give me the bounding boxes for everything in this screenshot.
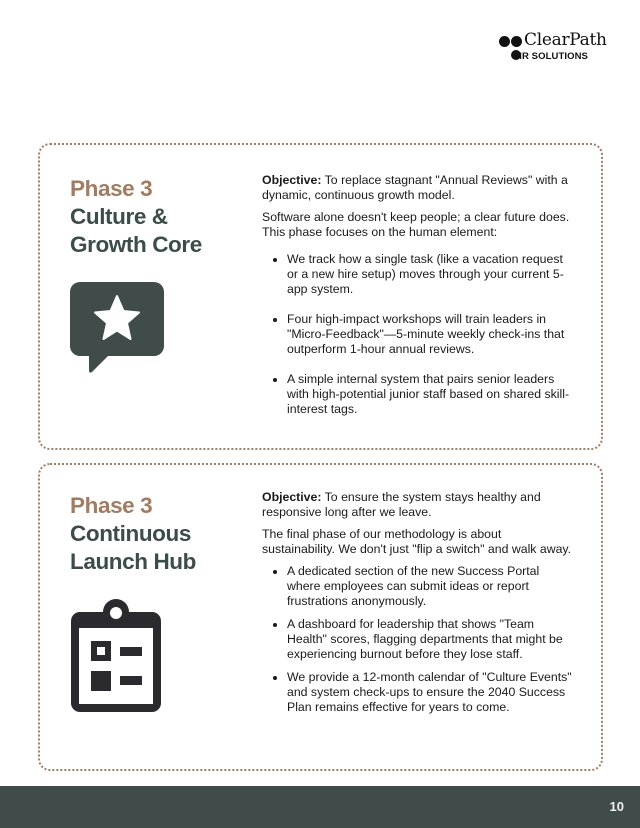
- objective-paragraph: [262, 173, 572, 203]
- list-item: A dashboard for leadership that shows "Team Health" scores, flagging departments that might be experiencing burnout before they lose staff.: [287, 617, 572, 662]
- intro-paragraph: The final phase of our methodology is about sustainability. We don't just "flip a switch" and walk away.: [262, 527, 572, 556]
- objective-paragraph: [262, 490, 572, 520]
- section-body: [262, 173, 572, 432]
- section-body: [262, 490, 572, 723]
- list-item: A simple internal system that pairs senior leaders with high-potential junior staff based on shared skill-interest tags.: [287, 372, 572, 417]
- section-title-line2: Growth Core: [70, 232, 202, 257]
- objective-text: To ensure the system stays healthy and responsive long after we leave.: [262, 490, 541, 519]
- list-item: We track how a single task (like a vacation request or a new hire setup) moves through your current 5-app system.: [287, 252, 572, 297]
- phase-card-continuous-launch: [38, 463, 603, 771]
- logo-subtitle: HR SOLUTIONS: [515, 51, 588, 62]
- list-item: Four high-impact workshops will train leaders in "Micro-Feedback"—5-minute weekly check-ins that outperform 1-hour annual reviews.: [287, 312, 572, 357]
- section-heading: [70, 492, 196, 576]
- phase-label: Phase 3: [70, 493, 153, 518]
- logo-dot-icon: [499, 36, 510, 47]
- intro-paragraph: Software alone doesn't keep people; a clear future does. This phase focuses on the human element:: [262, 210, 570, 239]
- logo-brand-name: ClearPath: [524, 30, 607, 50]
- page-number: 10: [609, 799, 624, 814]
- section-title-line2: Launch Hub: [70, 549, 196, 574]
- objective-label: Objective:: [262, 173, 322, 187]
- logo-dot-icon: [511, 36, 522, 47]
- section-title-line1: Culture &: [70, 204, 168, 229]
- company-logo: [499, 30, 609, 65]
- phase-label: Phase 3: [70, 176, 153, 201]
- clipboard-checklist-icon: [69, 599, 163, 715]
- objective-label: Objective:: [262, 490, 322, 504]
- section-title-line1: Continuous: [70, 521, 191, 546]
- objective-text: To replace stagnant "Annual Reviews" with a dynamic, continuous growth model.: [262, 173, 568, 202]
- bullet-list: [262, 564, 572, 715]
- list-item: We provide a 12-month calendar of "Culture Events" and system check-ups to ensure the 2040 Success Plan remains effective for years to come.: [287, 670, 572, 714]
- bullet-list: [262, 252, 572, 417]
- section-heading: [70, 175, 202, 259]
- page-footer: [0, 786, 640, 828]
- star-speech-bubble-icon: [70, 282, 164, 374]
- phase-card-culture-growth: [38, 143, 603, 450]
- list-item: A dedicated section of the new Success Portal where employees can submit ideas or report frustrations anonymously.: [287, 564, 572, 609]
